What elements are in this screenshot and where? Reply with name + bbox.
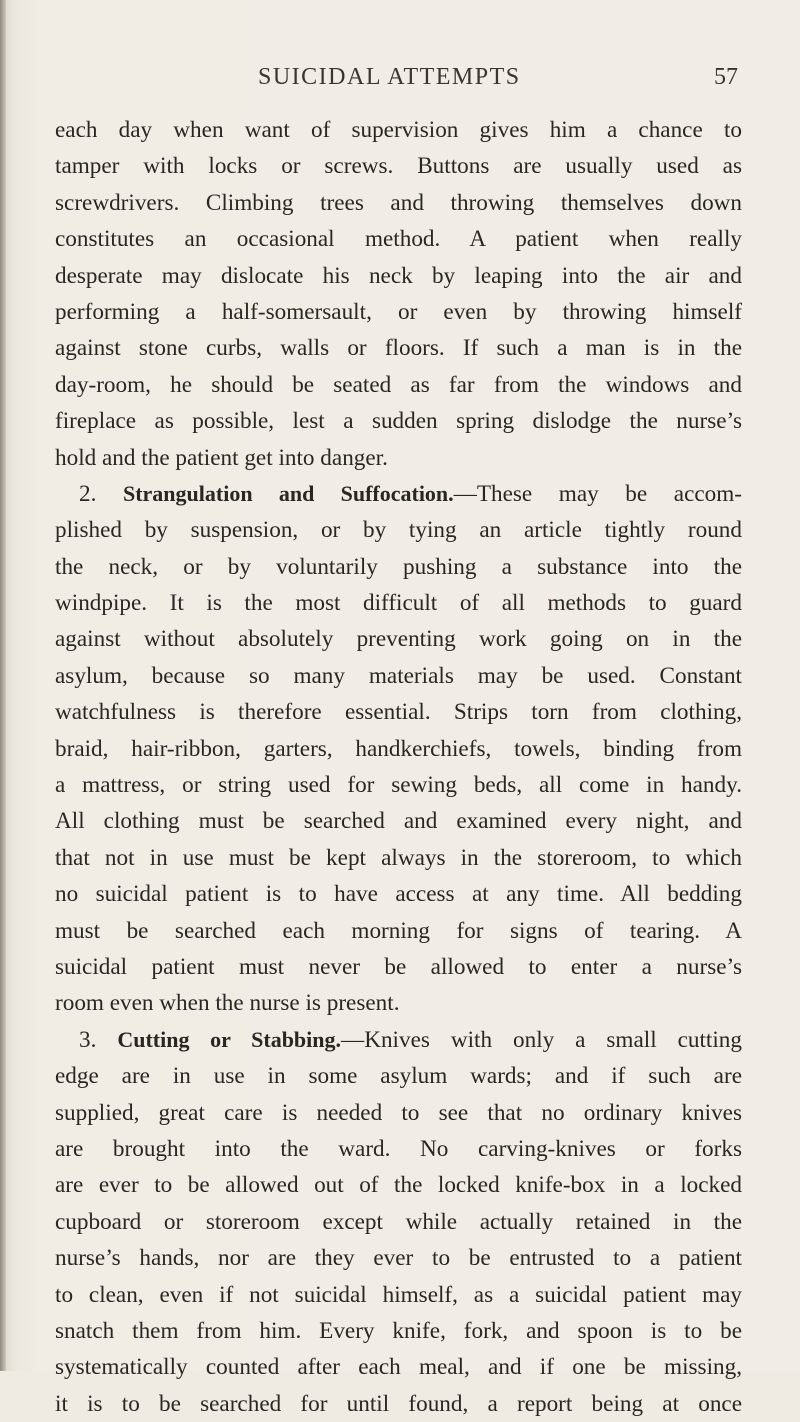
text-line: that not in use must be kept always in the storeroom, to which <box>55 844 742 871</box>
text-line: nurse’s hands, nor are they ever to be entrusted to a patient <box>55 1245 742 1272</box>
text-line: each day when want of supervision gives him a chance to <box>55 117 742 143</box>
section-number: 2. <box>79 480 97 507</box>
text-line: a mattress, or string used for sewing beds, all come in handy. <box>55 772 742 799</box>
text-line: cupboard or storeroom except while actually retained in the <box>55 1208 742 1235</box>
text-line: are ever to be allowed out of the locked knife-box in a locked <box>55 1172 742 1199</box>
section-lead-text: —Knives with only a small cutting <box>341 1026 742 1053</box>
text-line: against stone curbs, walls or floors. If such a man is in the <box>55 335 742 362</box>
binding-edge <box>0 0 6 1371</box>
text-line: asylum, because so many materials may be used. Constant <box>55 662 742 689</box>
text-line: windpipe. It is the most difficult of all methods to guard <box>55 590 742 617</box>
page-number: 57 <box>714 64 738 90</box>
text-line: supplied, great care is needed to see that no ordinary knives <box>55 1099 742 1126</box>
section-heading-line <box>55 476 742 512</box>
body-text <box>55 112 742 1422</box>
text-line: hold and the patient get into danger. <box>55 444 388 471</box>
text-line: screwdrivers. Climbing trees and throwing themselves down <box>55 189 742 216</box>
text-line: no suicidal patient is to have access at any time. All bedding <box>55 881 742 908</box>
text-line: braid, hair-ribbon, garters, handkerchiefs, towels, binding from <box>55 735 742 762</box>
text-line: to clean, even if not suicidal himself, as a suicidal patient may <box>55 1281 742 1308</box>
text-line: All clothing must be searched and examined every night, and <box>55 808 742 835</box>
text-line: tamper with locks or screws. Buttons are usually used as <box>55 153 742 180</box>
text-line: must be searched each morning for signs of tearing. A <box>55 917 742 944</box>
section-number: 3. <box>79 1026 97 1053</box>
text-line: day-room, he should be seated as far from the windows and <box>55 371 742 398</box>
text-line: desperate may dislocate his neck by leaping into the air and <box>55 262 742 289</box>
text-line: snatch them from him. Every knife, fork, and spoon is to be <box>55 1317 742 1344</box>
text-line: are brought into the ward. No carving-knives or forks <box>55 1135 742 1162</box>
text-line: watchfulness is therefore essential. Strips torn from clothing, <box>55 699 742 726</box>
text-line: constitutes an occasional method. A patient when really <box>55 226 742 253</box>
running-head <box>0 62 800 102</box>
section-heading-line <box>55 1022 742 1058</box>
section-heading: Cutting or Stabbing. <box>117 1026 342 1052</box>
text-line: fireplace as possible, lest a sudden spring dislodge the nurse’s <box>55 408 742 435</box>
text-line: edge are in use in some asylum wards; and if such are <box>55 1063 742 1090</box>
text-line: systematically counted after each meal, and if one be missing, <box>55 1354 742 1381</box>
section-lead-text: —These may be accom- <box>453 480 742 507</box>
running-title: SUICIDAL ATTEMPTS <box>258 64 521 90</box>
text-line: against without absolutely preventing work going on in the <box>55 626 742 653</box>
text-line: performing a half-somersault, or even by throwing himself <box>55 298 742 325</box>
text-line: the neck, or by voluntarily pushing a substance into the <box>55 553 742 580</box>
section-heading: Strangulation and Suffocation. <box>122 480 454 506</box>
text-line: plished by suspension, or by tying an article tightly round <box>55 517 742 544</box>
text-line: it is to be searched for until found, a report being at once <box>55 1390 742 1417</box>
text-line: suicidal patient must never be allowed to enter a nurse’s <box>55 953 742 980</box>
text-line: room even when the nurse is present. <box>55 990 400 1017</box>
